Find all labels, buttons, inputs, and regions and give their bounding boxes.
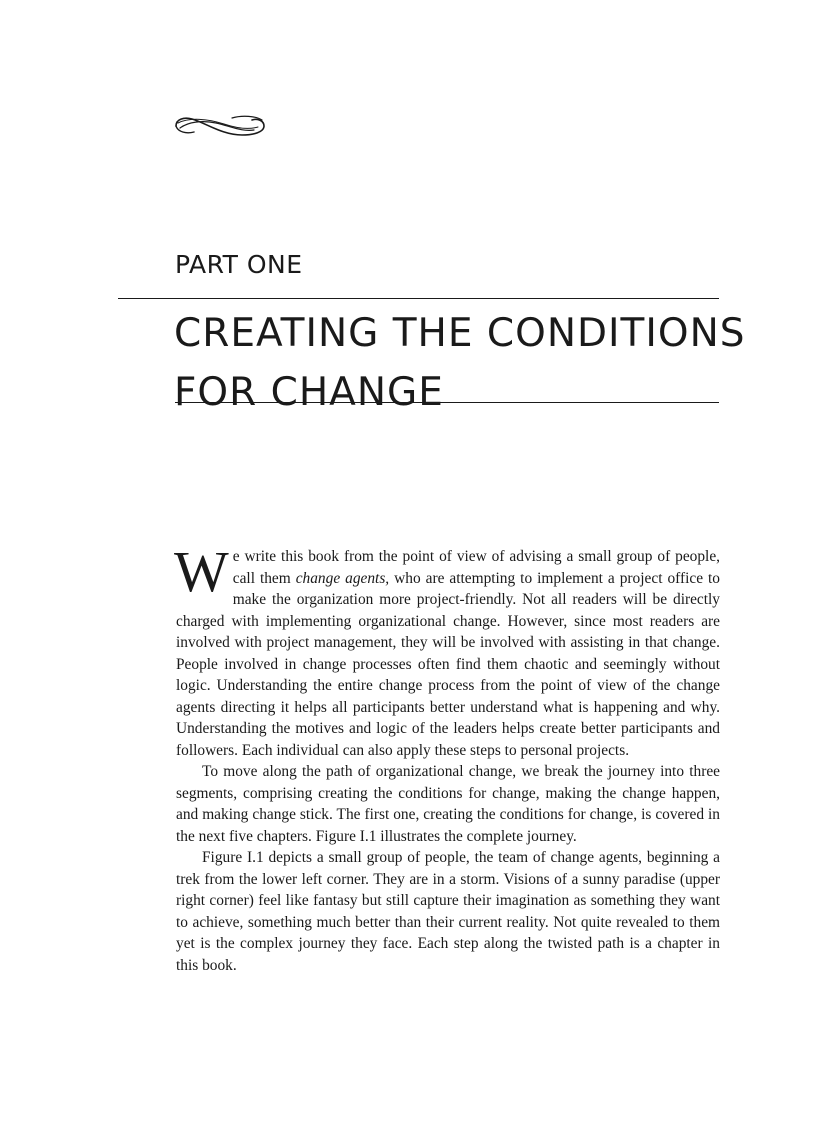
body-text [174, 539, 720, 976]
part-title-line-2: FOR CHANGE [174, 370, 444, 415]
part-title-line-1: CREATING THE CONDITIONS [174, 311, 746, 356]
part-label: PART ONE [175, 250, 303, 279]
paragraph-2: To move along the path of organizational change, we break the journey into three segments, comprising creating the conditions for change, making the change happen, and making change stick. The first one, creating the conditions for change, is covered in the next five chapters. Figure I.1 illustrates the complete journey. [176, 763, 720, 845]
title-rule-top [118, 298, 719, 299]
paragraph-1-text-a: e write this book from the point of view of advising a small group of people, call them [232, 548, 720, 587]
paragraph-1-text-b: who are attempting to implement a project office to make the organization more project-friendly. Not all readers will be directly charged with implementing organizational change. However, since most readers are involved with project management, they will be involved with assisting in that change. People involved in change processes often find them chaotic and seemingly without logic. Understanding the entire change process from the point of view of the change agents directing it helps all participants better understand what is happening and why. Understanding the motives and logic of the leaders helps create better participants and followers. Each individual can also apply these steps to personal projects. [176, 569, 720, 759]
flourish-ornament-icon [172, 110, 268, 142]
paragraph-1 [174, 539, 720, 761]
part-title [174, 304, 746, 422]
drop-cap: W [174, 539, 229, 604]
paragraph-1-emphasis: change agents, [295, 569, 390, 587]
paragraph-3: Figure I.1 depicts a small group of people, the team of change agents, beginning a trek from the lower left corner. They are in a storm. Visions of a sunny paradise (upper right corner) feel like fantasy but still capture their imagination as something they want to achieve, something much better than their current reality. Not quite revealed to them yet is the complex journey they face. Each step along the twisted path is a chapter in this book. [176, 849, 720, 974]
title-rule-bottom [175, 402, 719, 403]
